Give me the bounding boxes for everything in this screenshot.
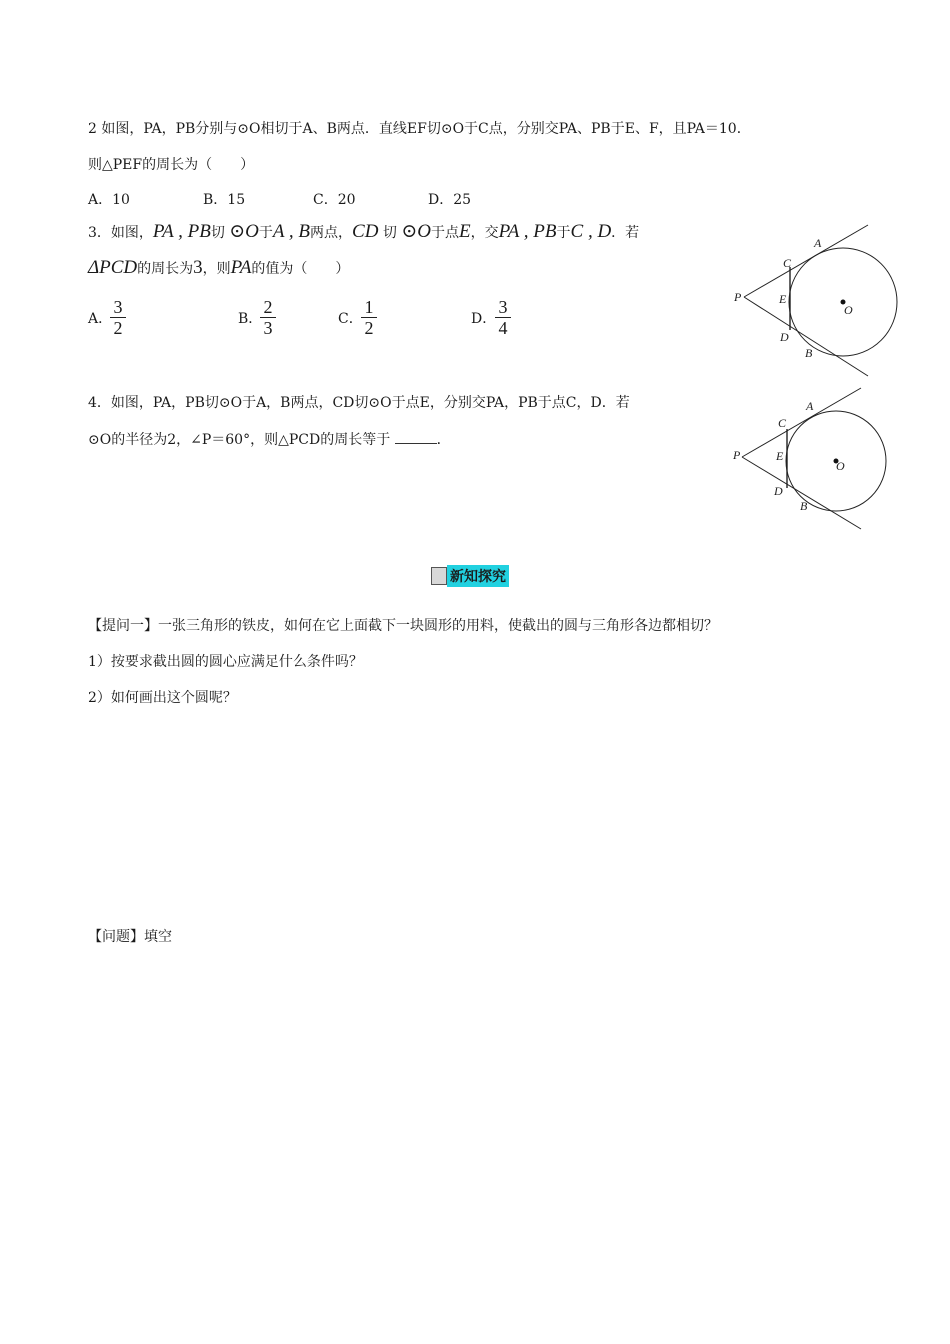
explore-question-1: 【提问一】一张三角形的铁皮，如何在它上面截下一块圆形的用料，使截出的圆与三角形各边都相切？: [88, 618, 718, 634]
label-p: P: [733, 448, 741, 462]
q3-tangent-figure: [728, 218, 908, 383]
q3-line1: 3．如图，PA , PB切 ⊙O于A , B两点，CD 切 ⊙O于点E，交PA , PB于C , D．若: [88, 221, 640, 242]
q2-line1: 2 如图，PA，PB分别与⊙O相切于A、B两点．直线EF切⊙O于C点，分别交PA、PB于E、F，且PA＝10．: [88, 121, 751, 137]
explore-sub-1: 1）按要求截出圆的圆心应满足什么条件吗？: [88, 654, 363, 670]
q3-line2: ΔPCD的周长为3，则PA的值为（ ）: [88, 257, 350, 278]
label-a: A: [814, 236, 822, 250]
label-d: D: [774, 484, 783, 498]
q2-option-c: C．20: [313, 192, 356, 208]
label-d: D: [780, 330, 789, 344]
q4-line2: ⊙O的半径为2，∠P＝60°，则△PCD的周长等于 ．: [88, 429, 451, 450]
q3-option-d-label: D．: [471, 311, 497, 327]
label-p: P: [734, 290, 742, 304]
q3-option-b-label: B．: [238, 311, 263, 327]
q2-line2: 则△PEF的周长为（ ）: [88, 157, 255, 173]
q3-option-d-fraction: 3 4: [495, 298, 511, 337]
q3-option-c-fraction: 1 2: [361, 298, 377, 337]
q3-option-b-fraction: 2 3: [260, 298, 276, 337]
problem-label: 【问题】填空: [88, 929, 172, 945]
label-c: C: [783, 256, 792, 270]
label-a: A: [806, 399, 814, 413]
q2-option-d: D．25: [428, 192, 472, 208]
section-title: 新知探究: [447, 565, 509, 587]
label-c: C: [778, 416, 787, 430]
q3-math-pa-pb: PA , PB: [152, 221, 211, 242]
q2-option-b: B．15: [203, 192, 246, 208]
q4-tangent-figure: [728, 385, 898, 535]
q3-option-c-label: C．: [338, 311, 363, 327]
q3-option-a-fraction: 3 2: [110, 298, 126, 337]
q3-option-a-label: A．: [88, 311, 113, 327]
section-heading: [431, 566, 509, 586]
label-b: B: [805, 346, 813, 360]
section-box-icon: [431, 567, 447, 585]
label-e: E: [776, 449, 784, 463]
answer-blank[interactable]: [395, 429, 437, 444]
label-o: O: [844, 303, 853, 317]
label-b: B: [800, 499, 808, 513]
q2-option-a: A．10: [88, 192, 130, 208]
label-o: O: [836, 459, 845, 473]
label-e: E: [779, 292, 787, 306]
explore-sub-2: 2）如何画出这个圆呢？: [88, 690, 237, 706]
q4-line1: 4．如图，PA，PB切⊙O于A，B两点，CD切⊙O于点E，分别交PA，PB于点C，D．若: [88, 395, 630, 411]
